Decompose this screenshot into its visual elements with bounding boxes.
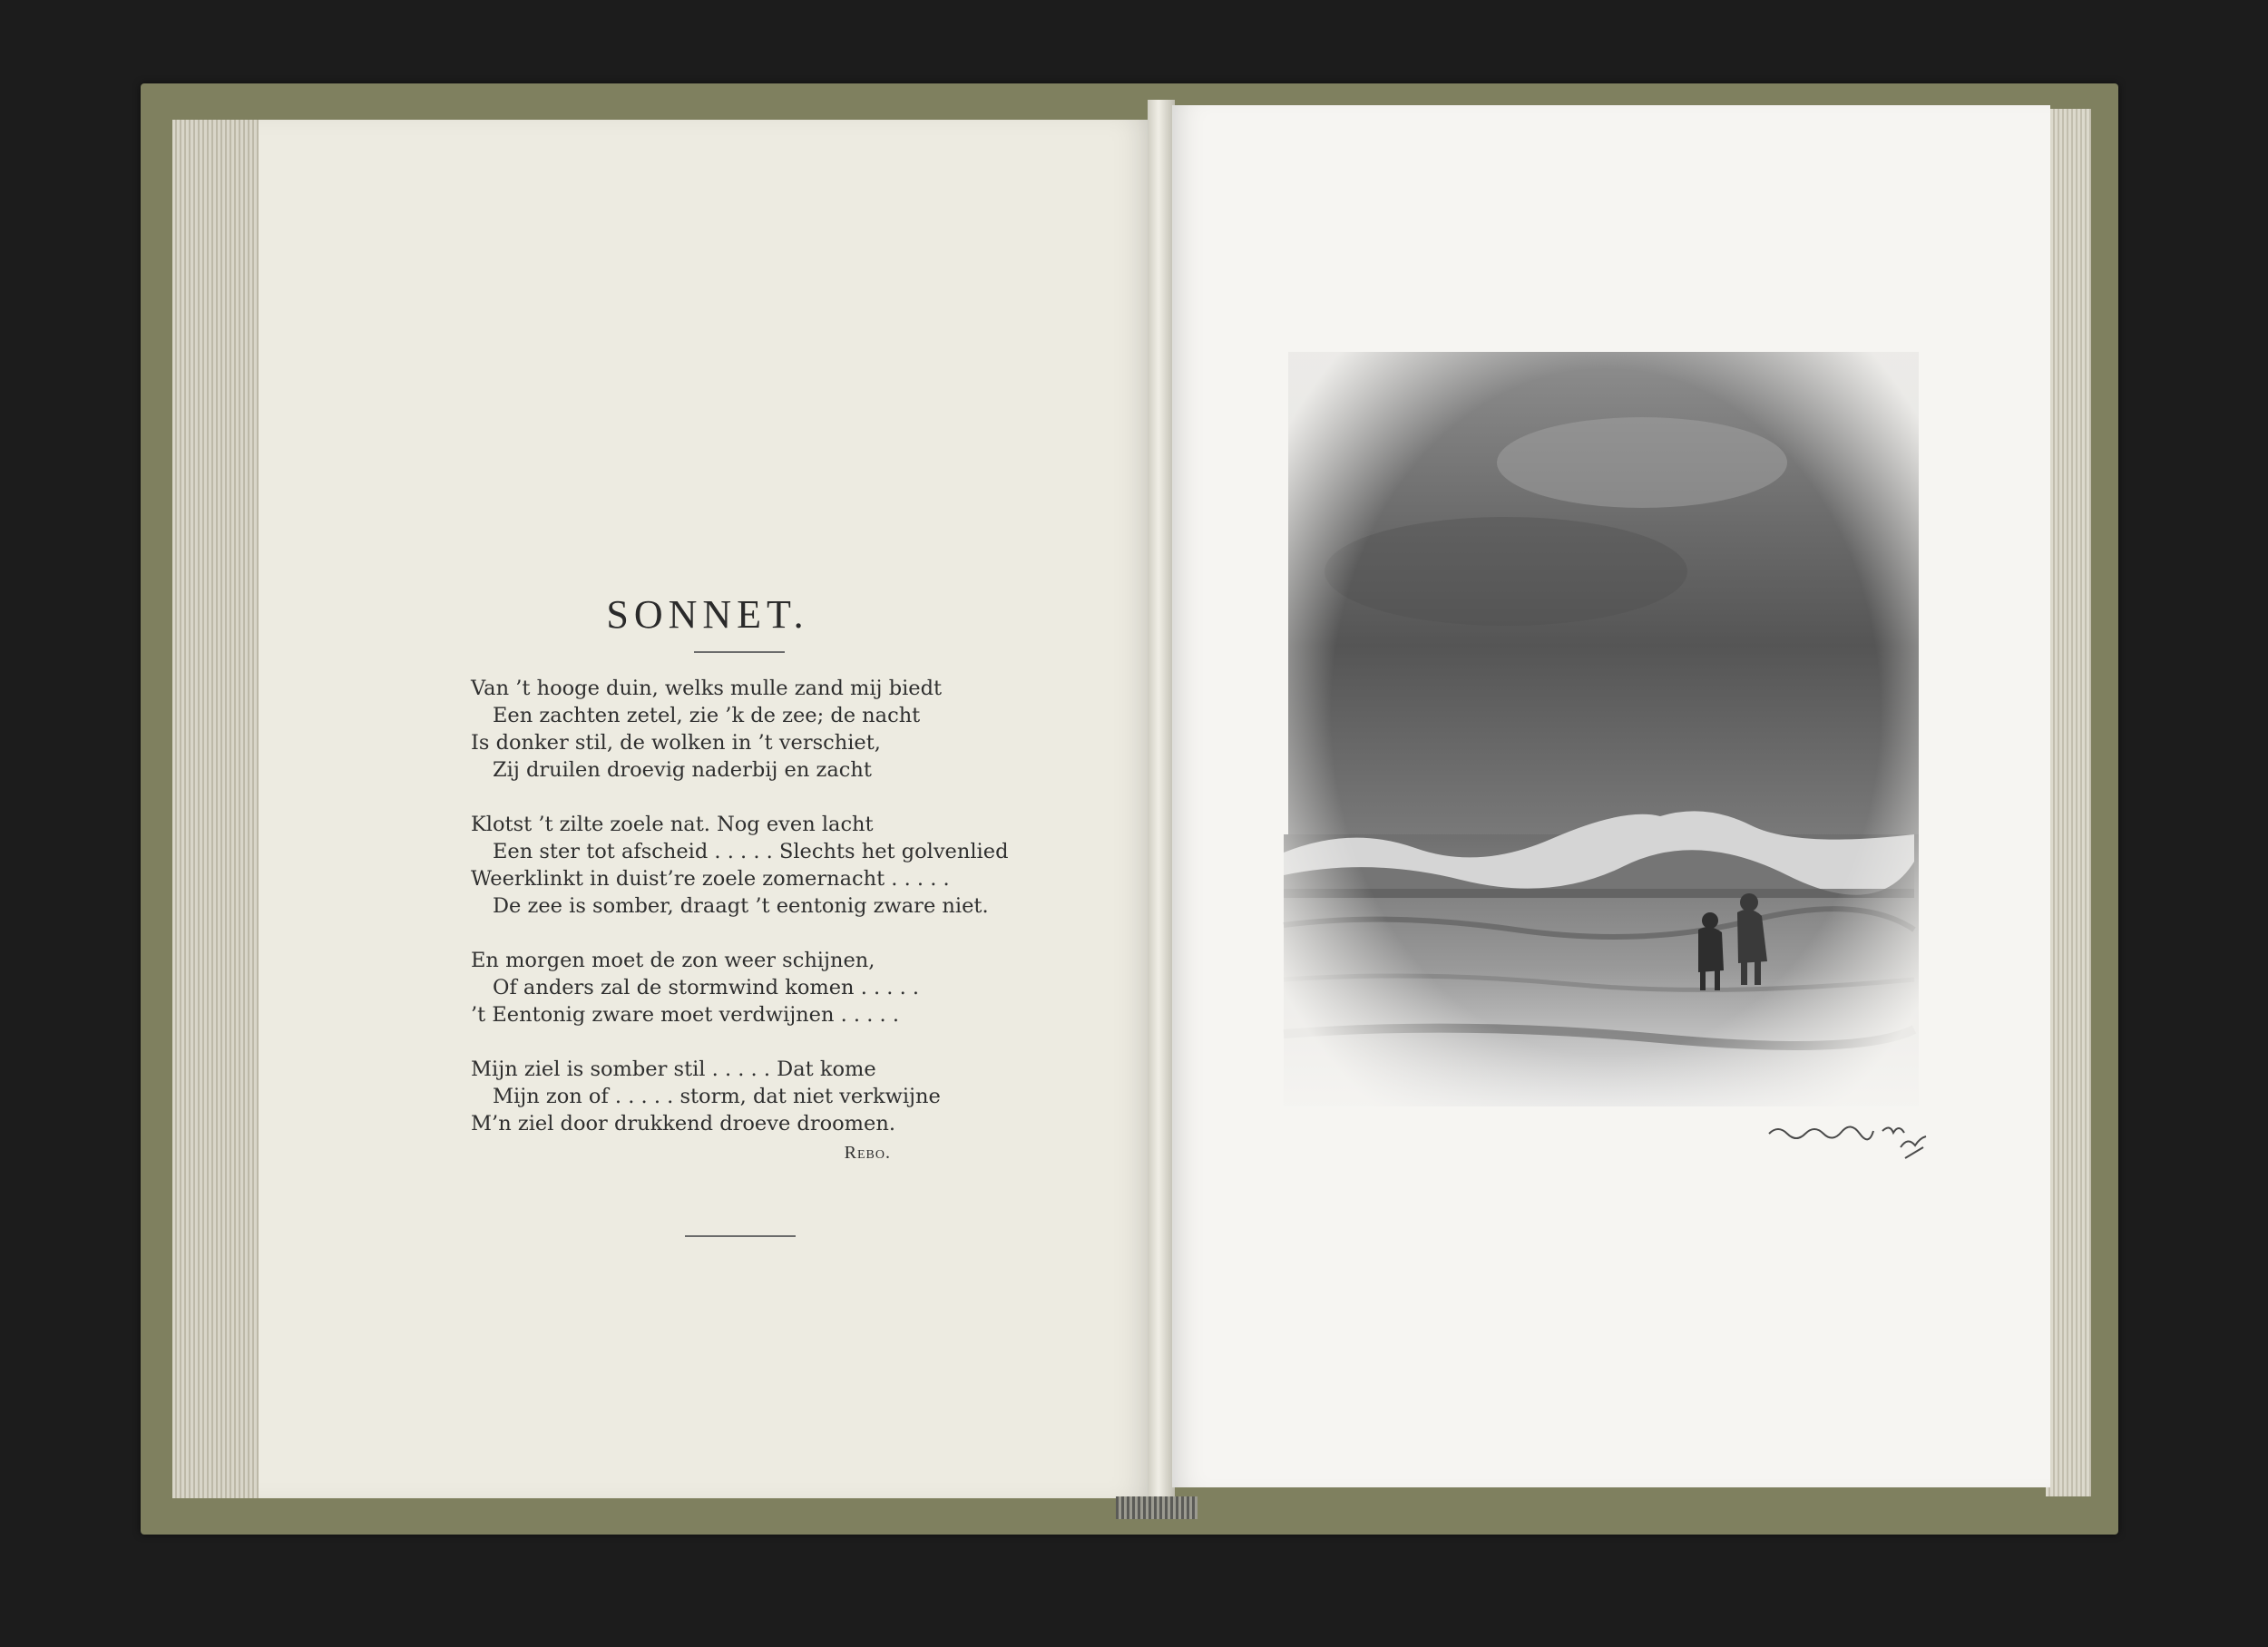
book-headband: [1116, 1496, 1198, 1519]
left-page-stack: [172, 120, 263, 1498]
artist-signature: [1765, 1111, 1937, 1165]
poem-author: Rebo.: [844, 1143, 891, 1163]
poem-line: ’t Eentonig zware moet verdwijnen . . . . .: [471, 1003, 899, 1027]
stanza-4: [471, 1056, 1015, 1137]
poem-line: Een zachten zetel, zie ’k de zee; de nacht: [493, 704, 921, 727]
poem-line: Van ’t hooge duin, welks mulle zand mij biedt: [471, 677, 943, 700]
poem-line: Klotst ’t zilte zoele nat. Nog even lacht: [471, 813, 874, 836]
poem-line: Of anders zal de stormwind komen . . . . .: [493, 976, 920, 999]
sea-illustration: [1279, 345, 1932, 1161]
right-page-stack: [2046, 109, 2091, 1496]
poem-line: Mijn zon of . . . . . storm, dat niet verkwijne: [493, 1085, 941, 1108]
poem-line: M’n ziel door drukkend droeve droomen.: [471, 1112, 895, 1135]
poem-line: Zij druilen droevig naderbij en zacht: [493, 758, 872, 782]
stanza-3: [471, 947, 1015, 1028]
poem-line: Mijn ziel is somber stil . . . . . Dat kome: [471, 1057, 876, 1081]
poem-body: [471, 675, 1015, 1165]
title-rule: [694, 651, 785, 653]
book-gutter: [1148, 100, 1175, 1515]
end-rule: [685, 1235, 796, 1237]
poem-line: En morgen moet de zon weer schijnen,: [471, 949, 875, 972]
stanza-2: [471, 811, 1015, 920]
poem-line: De zee is somber, draagt ’t eentonig zware niet.: [493, 894, 989, 918]
stanza-1: [471, 675, 1015, 784]
poem-line: Een ster tot afscheid . . . . . Slechts het golvenlied: [493, 840, 1009, 863]
left-page: [259, 120, 1157, 1498]
poem-line: Weerklinkt in duist’re zoele zomernacht . . . . .: [471, 867, 950, 891]
poem-line: Is donker stil, de wolken in ’t verschiet,: [471, 731, 881, 755]
poem-title: SONNET.: [606, 592, 809, 637]
